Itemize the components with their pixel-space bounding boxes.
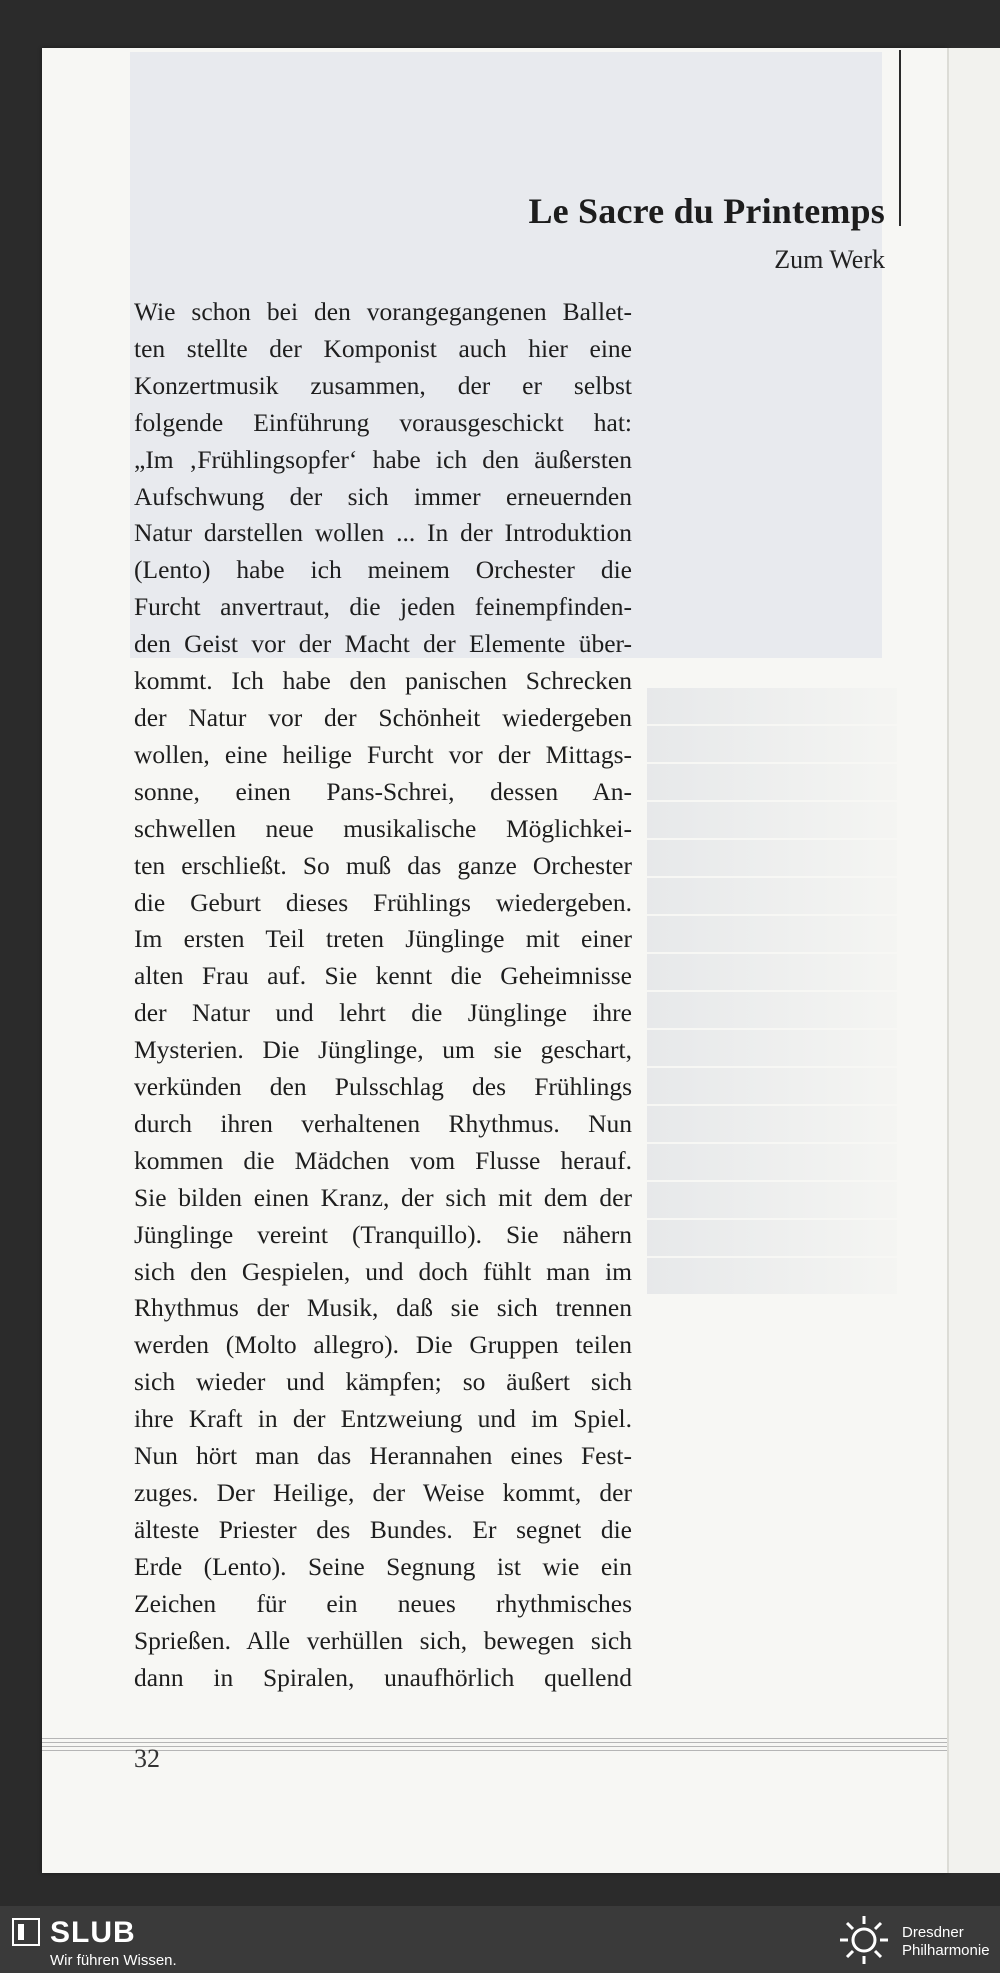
body-line: verkünden den Pulsschlag des Frühlings bbox=[134, 1072, 632, 1102]
body-line: Sprießen. Alle verhüllen sich, bewegen sich bbox=[134, 1625, 632, 1655]
body-line: dann in Spiralen, unaufhörlich quellend bbox=[134, 1662, 632, 1692]
body-line: sonne, einen Pans-Schrei, dessen An- bbox=[134, 776, 632, 806]
partner-line-2: Philharmonie bbox=[902, 1942, 990, 1959]
header-rule bbox=[899, 50, 901, 226]
body-line: werden (Molto allegro). Die Gruppen teilen bbox=[134, 1330, 632, 1360]
body-line: kommt. Ich habe den panischen Schrecken bbox=[134, 666, 632, 696]
body-line: Jünglinge vereint (Tranquillo). Sie nähern bbox=[134, 1219, 632, 1249]
body-line: ten erschließt. So muß das ganze Orchester bbox=[134, 850, 632, 880]
body-line: ten stellte der Komponist auch hier eine bbox=[134, 333, 632, 363]
philharmonie-wordmark bbox=[902, 1924, 990, 1960]
body-line: der Natur und lehrt die Jünglinge ihre bbox=[134, 998, 632, 1028]
body-line: kommen die Mädchen vom Flusse herauf. bbox=[134, 1145, 632, 1175]
viewer-footer-bar bbox=[0, 1906, 1000, 1973]
slub-name: SLUB bbox=[50, 1916, 136, 1949]
body-line: „Im ‚Frühlingsopfer‘ habe ich den äußersten bbox=[134, 444, 632, 474]
document-page bbox=[42, 48, 947, 1873]
body-line: Nun hört man das Herannahen eines Fest- bbox=[134, 1441, 632, 1471]
adjacent-page-edge bbox=[947, 48, 1000, 1873]
body-line: zuges. Der Heilige, der Weise kommt, der bbox=[134, 1478, 632, 1507]
body-line: Rhythmus der Musik, daß sie sich trennen bbox=[134, 1293, 632, 1323]
body-line: folgende Einführung vorausgeschickt hat: bbox=[134, 407, 632, 437]
body-line: älteste Priester des Bundes. Er segnet die bbox=[134, 1514, 632, 1544]
body-line: wollen, eine heilige Furcht vor der Mittags- bbox=[134, 739, 632, 769]
footer-rules bbox=[42, 1738, 947, 1754]
body-line: schwellen neue musikalische Möglichkei- bbox=[134, 813, 632, 843]
partner-line-1: Dresdner bbox=[902, 1924, 964, 1941]
body-line: sich wieder und kämpfen; so äußert sich bbox=[134, 1367, 632, 1397]
body-line: durch ihren verhaltenen Rhythmus. Nun bbox=[134, 1108, 632, 1138]
slub-tagline: Wir führen Wissen. bbox=[50, 1952, 177, 1969]
body-line: Mysterien. Die Jünglinge, um sie geschart, bbox=[134, 1035, 632, 1065]
body-line: Zeichen für ein neues rhythmisches bbox=[134, 1588, 632, 1618]
body-line: Sie bilden einen Kranz, der sich mit dem der bbox=[134, 1182, 632, 1212]
section-subtitle: Zum Werk bbox=[774, 245, 885, 274]
body-line: Natur darstellen wollen ... In der Introduktion bbox=[134, 518, 632, 548]
body-line: die Geburt dieses Frühlings wiedergeben. bbox=[134, 887, 632, 917]
body-line: sich den Gespielen, und doch fühlt man im bbox=[134, 1256, 632, 1286]
page-number: 32 bbox=[134, 1744, 160, 1773]
article-body bbox=[134, 294, 632, 1696]
show-through-text-area bbox=[647, 688, 897, 1688]
body-line: Aufschwung der sich immer erneuernden bbox=[134, 481, 632, 511]
slub-logo-icon bbox=[12, 1918, 40, 1946]
body-line: Im ersten Teil treten Jünglinge mit einer bbox=[134, 924, 632, 954]
page-title: Le Sacre du Printemps bbox=[528, 191, 885, 231]
body-line: Furcht anvertraut, die jeden feinempfinden- bbox=[134, 592, 632, 622]
body-line: Wie schon bei den vorangegangenen Ballet- bbox=[134, 297, 632, 326]
body-line: Konzertmusik zusammen, der er selbst bbox=[134, 370, 632, 400]
body-line: der Natur vor der Schönheit wiedergeben bbox=[134, 702, 632, 732]
body-line: den Geist vor der Macht der Elemente über- bbox=[134, 629, 632, 659]
body-line: alten Frau auf. Sie kennt die Geheimnisse bbox=[134, 961, 632, 991]
philharmonie-sun-logo-icon bbox=[838, 1914, 890, 1966]
body-line: (Lento) habe ich meinem Orchester die bbox=[134, 555, 632, 585]
body-line: ihre Kraft in der Entzweiung und im Spiel. bbox=[134, 1404, 632, 1434]
body-line: Erde (Lento). Seine Segnung ist wie ein bbox=[134, 1551, 632, 1581]
